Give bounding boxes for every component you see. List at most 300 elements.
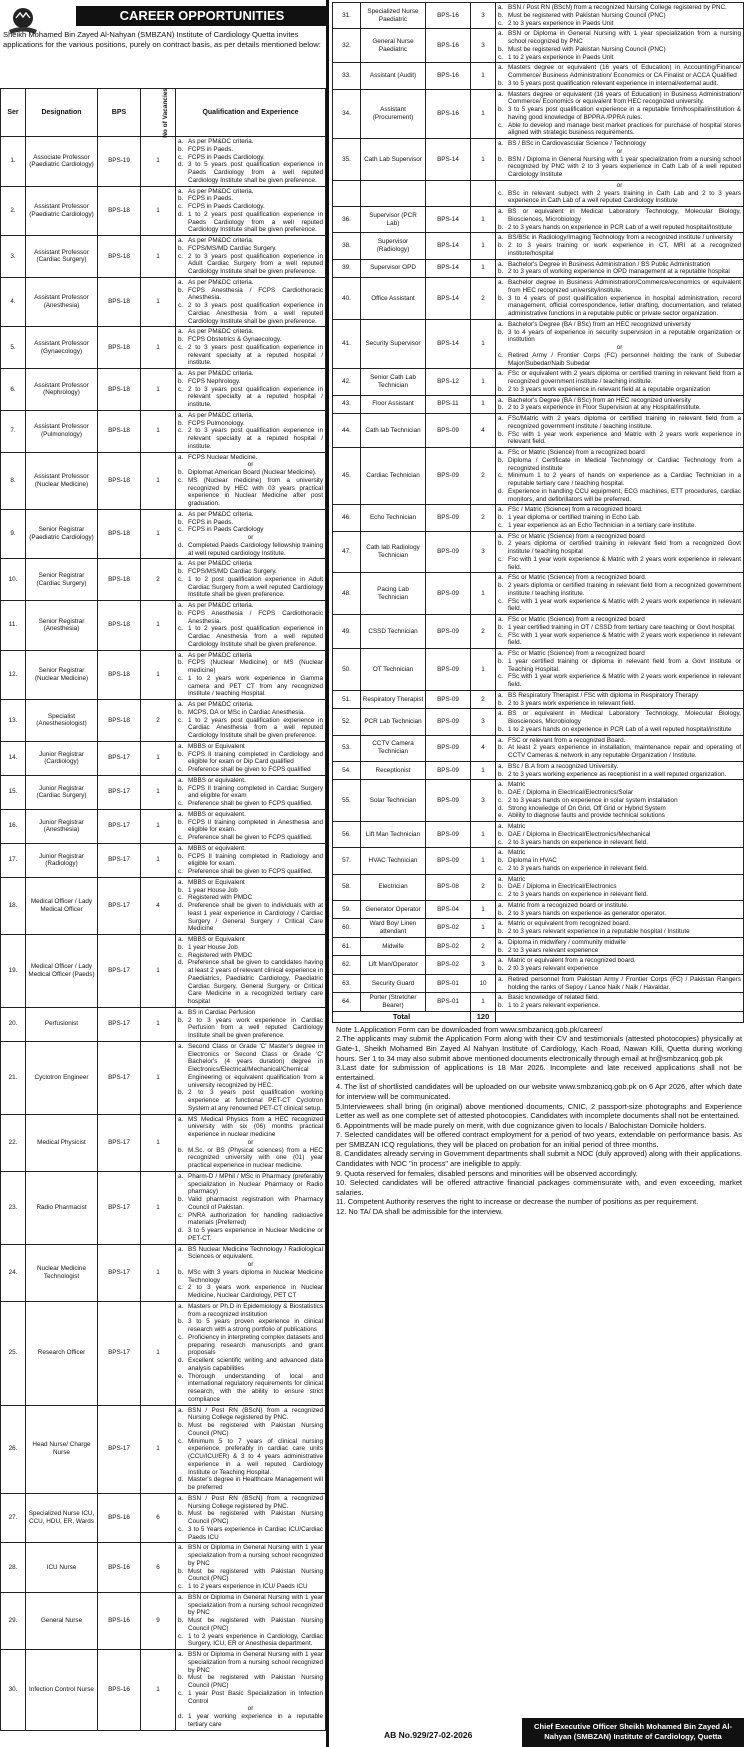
row-bps: BPS-11 (426, 395, 471, 414)
row-qualification (176, 1543, 326, 1593)
item-letter: a. (178, 1172, 184, 1180)
row-vacancies: 1 (141, 277, 176, 327)
row-ser: 34. (333, 89, 361, 139)
qualification-item (178, 751, 323, 767)
item-text: FCPS in Paeds. (188, 195, 234, 203)
note-item: 10. Selected candidates will be offered attractive financial packages commensurate with, and even exceeding, market salaries. (336, 1178, 742, 1197)
row-qualification (176, 1041, 326, 1114)
table-row (333, 414, 744, 448)
row-designation: Specialized Nurse Paediatric (361, 3, 426, 29)
row-designation: Research Officer (26, 1301, 98, 1405)
row-ser: 23. (1, 1171, 26, 1244)
row-bps: BPS-18 (98, 410, 141, 452)
item-text: MBBS or equivalent. (188, 844, 246, 852)
row-bps: BPS-16 (426, 89, 471, 139)
item-text: FSc or equivalent with 2 years diploma or certified training in relevant field from a recognized government institute / teaching institute. (508, 370, 741, 385)
item-letter: d. (178, 1713, 184, 1720)
item-letter: b. (498, 1002, 504, 1009)
item-text: MBBS or equivalent. (188, 776, 246, 784)
item-letter: b. (498, 328, 504, 336)
row-designation: Cath Lab Supervisor (361, 139, 426, 181)
item-text: Matric or equivalent from a recognized board. (508, 957, 636, 965)
qualification-item (178, 526, 323, 534)
qualification-item (178, 887, 323, 895)
item-text: FSc with 1 year work experience & Matric with 2 years work experience in relevant field. (508, 673, 741, 688)
item-letter: c. (498, 838, 503, 846)
row-vacancies: 1 (141, 186, 176, 236)
row-vacancies: 1 (141, 1244, 176, 1301)
row-bps: BPS-18 (98, 186, 141, 236)
item-text: Preference shall be given to FCPS qualified. (188, 868, 313, 875)
row-vacancies: 1 (141, 775, 176, 809)
note-item: 7. Selected candidates will be offered contract employment for a period of two years, extendable on performance basis. As per SMBZAN ICQ regulations, they will be placed on probation for an initial period of three months. (336, 1130, 742, 1149)
total-label: Total (333, 1011, 471, 1022)
item-text: FSc or Matric (Science) from a recognized board (508, 449, 645, 456)
row-vacancies: 1 (471, 993, 496, 1012)
row-ser: 47. (333, 531, 361, 573)
row-qualification (176, 452, 326, 509)
item-letter: d. (178, 1357, 184, 1364)
row-designation: Senior Registrar (Paediatric Cardiology) (26, 509, 98, 559)
row-vacancies: 1 (471, 395, 496, 414)
row-qualification (176, 935, 326, 1008)
qualification-item (178, 1147, 323, 1170)
item-text: BS / BSc in Cardiovascular Science / Technology (508, 140, 646, 147)
qualification-item (178, 1438, 323, 1477)
item-text: FSc with 1 year work experience and Matric with 2 years work experience in relevant field. (508, 430, 741, 446)
row-ser: 24. (1, 1244, 26, 1301)
row-bps: BPS-19 (98, 137, 141, 187)
qualification-item (178, 568, 323, 576)
row-qualification (176, 1007, 326, 1041)
row-qualification (176, 509, 326, 559)
item-text: FCPS Nuclear Medicine. (188, 453, 258, 461)
row-qualification (176, 369, 326, 411)
item-text: Preference shall be given to FCPS qualified. (188, 834, 313, 841)
row-qualification (176, 410, 326, 452)
row-bps: BPS-17 (98, 1041, 141, 1114)
qualification-item (178, 879, 323, 887)
row-vacancies: 2 (471, 615, 496, 649)
qualification-or: or (247, 1138, 254, 1146)
item-text: 1 to 2 years relevant experience. (508, 1002, 601, 1009)
table-row (1, 700, 326, 742)
item-text: PNRA authorization for handling radioactive materials (Preferred) (188, 1211, 323, 1227)
item-text: 2 to 3 years work experience in relevant field at a reputable organization (508, 385, 711, 393)
item-letter: d. (498, 487, 504, 495)
row-qualification (496, 180, 744, 206)
row-designation: Assistant Professor (Nuclear Medicine) (26, 452, 98, 509)
qualification-item (178, 1526, 323, 1542)
row-ser: 13. (1, 700, 26, 742)
item-text: Bachelor's Degree (BA / BSc) from an HEC recognized university (508, 320, 691, 328)
row-bps: BPS-14 (426, 139, 471, 181)
row-vacancies: 1 (471, 573, 496, 615)
item-letter: b. (498, 430, 504, 438)
row-designation: Solar Technician (361, 780, 426, 822)
item-letter: d. (498, 804, 504, 812)
table-row (1, 650, 326, 700)
row-designation: Specialized Nurse ICU, CCU, HDU, ER, Wards (26, 1493, 98, 1543)
item-letter: b. (498, 155, 504, 163)
item-text: Thorough understanding of local and international regulatory requirements for clinical research, with the ability to ensure strict compliance (188, 1372, 323, 1403)
row-ser: 52. (333, 709, 361, 735)
qualification-item (178, 944, 323, 952)
row-bps: BPS-17 (98, 1114, 141, 1171)
item-text: 1 year certified training or diploma in relevant field from a Govt Institute or Teaching Hospital. (508, 657, 741, 673)
item-letter: b. (498, 909, 504, 917)
qualification-item (178, 811, 323, 819)
row-ser: 62. (333, 956, 361, 975)
qualification-item (498, 976, 741, 992)
qualification-item (178, 1284, 323, 1300)
item-letter: a. (498, 650, 504, 657)
row-bps: BPS-17 (98, 1405, 141, 1493)
qualification-item (498, 812, 741, 820)
row-bps: BPS-09 (426, 649, 471, 691)
row-designation: Junior Registrar (Cardiology) (26, 741, 98, 775)
table-row (1, 277, 326, 327)
row-vacancies: 1 (141, 843, 176, 877)
qualification-item (498, 506, 741, 514)
item-letter: b. (498, 106, 504, 113)
item-letter: a. (178, 701, 184, 708)
item-text: Must be registered with Pakistan Nursing Council (PNC) (508, 45, 666, 53)
table-row (1, 1007, 326, 1041)
qualification-item (178, 1510, 323, 1526)
item-text: Matric (508, 875, 526, 883)
row-vacancies: 4 (141, 877, 176, 934)
row-bps: BPS-18 (98, 369, 141, 411)
qualification-item (498, 692, 741, 700)
row-vacancies: 1 (141, 1041, 176, 1114)
item-text: FCPS in Paeds. (188, 145, 234, 153)
row-designation: Junior Registrar (Anesthesia) (26, 809, 98, 843)
qualification-item (498, 64, 741, 80)
row-vacancies: 1 (141, 650, 176, 700)
row-bps: BPS-09 (426, 448, 471, 505)
row-designation: CSSD Technician (361, 615, 426, 649)
item-letter: b. (178, 518, 184, 526)
item-letter: a. (498, 396, 504, 404)
row-designation: Cath lab Technician (361, 414, 426, 448)
qualification-item (498, 472, 741, 488)
table-row (333, 709, 744, 735)
table-row (333, 207, 744, 233)
row-vacancies: 1 (141, 327, 176, 369)
item-text: Able to develop and manage best market practices for purchase of hospital stores aligned with strategic business requirements. (508, 121, 741, 137)
qualification-item (498, 883, 741, 891)
row-designation: Associate Professor (Paediatric Cardiology) (26, 137, 98, 187)
qualification-item (498, 370, 741, 386)
row-designation: Senior Cath Lab Technician (361, 369, 426, 395)
item-text: Retired Army / Frontier Corps (FC) personnel holding the rank of Subedar Major/Subedar/Naib Subedar (508, 351, 741, 367)
item-text: As per PM&DC criteria. (188, 187, 254, 195)
item-text: 2 years diploma or certified training in relevant field from a recognized government institute / teaching institute. (508, 582, 741, 597)
item-letter: b. (498, 404, 504, 412)
item-letter: a. (178, 878, 184, 886)
qualification-item (498, 789, 741, 797)
row-bps: BPS-17 (98, 843, 141, 877)
row-vacancies: 1 (471, 63, 496, 89)
item-text: BSN / Post RN (BScN) from a recognized Nursing College registered by PNC. (188, 1494, 323, 1510)
item-letter: a. (178, 602, 184, 609)
qualification-or: or (247, 1261, 254, 1268)
item-text: MSc with 3 years diploma in Nuclear Medicine Technology (188, 1268, 323, 1284)
row-ser: 32. (333, 29, 361, 63)
qualification-item (498, 891, 741, 899)
row-ser: 12. (1, 650, 26, 700)
row-qualification (176, 1592, 326, 1649)
item-text: MBBS or Equivalent (188, 742, 245, 750)
qualification-item (178, 237, 323, 245)
table-row (333, 139, 744, 181)
row-vacancies (471, 180, 496, 206)
row-qualification (496, 89, 744, 139)
note-item: 6. Appointments will be made purely on merit, with due cognizance given to locals / Balochistan Domicile holders. (336, 1120, 707, 1130)
table-row (333, 395, 744, 414)
item-letter: c. (178, 1437, 183, 1445)
row-designation: Office Assistant (361, 278, 426, 320)
row-bps: BPS-18 (98, 559, 141, 601)
item-text: 2 to 3 years post qualification working experience at functional PET-CT Cyclotron System at any renowned PET-CT clinical setup. (188, 1089, 323, 1112)
row-bps: BPS-01 (426, 993, 471, 1012)
item-letter: a. (178, 776, 184, 784)
qualification-item (178, 245, 323, 253)
qualification-item (178, 1089, 323, 1112)
item-letter: a. (178, 510, 184, 518)
row-ser: 5. (1, 327, 26, 369)
item-text: 2 to 3 years relevant experience in a reputable hospital / Institute (508, 928, 690, 935)
row-qualification (496, 531, 744, 573)
item-letter: a. (498, 736, 504, 744)
qualification-item (498, 386, 741, 394)
item-letter: b. (178, 852, 184, 860)
qualification-item (498, 737, 741, 745)
item-text: 2 to 3 years post qualification experience in relevant specialty at a reputed hospital / institute. (188, 385, 323, 408)
row-qualification (496, 207, 744, 233)
row-vacancies: 2 (471, 448, 496, 505)
item-letter: c. (498, 796, 503, 804)
table-row (333, 29, 744, 63)
qualification-item (498, 673, 741, 689)
item-letter: b. (498, 223, 504, 231)
qualification-item (178, 161, 323, 184)
row-qualification (176, 1493, 326, 1543)
item-letter: a. (178, 1008, 184, 1016)
col-qualification: Qualification and Experience (176, 89, 326, 137)
item-letter: c. (178, 1632, 183, 1640)
row-ser: 46. (333, 505, 361, 531)
item-text: BS or equivalent in Medical Laboratory Technology, Molecular Biology, Biosciences, Microbiology (508, 710, 741, 725)
item-letter: b. (498, 540, 504, 548)
item-letter: b. (178, 1146, 184, 1154)
row-ser: 26. (1, 1405, 26, 1493)
row-bps: BPS-18 (98, 601, 141, 651)
item-letter: b. (178, 609, 184, 617)
item-letter: a. (178, 187, 184, 195)
row-vacancies: 1 (471, 259, 496, 278)
item-letter: c. (178, 526, 183, 534)
row-ser: 59. (333, 900, 361, 919)
item-letter: a. (498, 90, 504, 98)
item-text: FCPS in Paeds Cardiology. (188, 153, 265, 161)
qualification-item (178, 386, 323, 409)
total-value: 120 (471, 1011, 496, 1022)
row-designation: Assistant Professor (Pulmonology) (26, 410, 98, 452)
item-letter: b. (178, 1510, 184, 1518)
item-letter: c. (178, 575, 183, 583)
note-item: 3.Last date for submission of applications is 18 Mar 2026. Incomplete and late received applications shall not be entertained. (336, 1063, 742, 1082)
table-row (333, 956, 744, 975)
row-ser: 39. (333, 259, 361, 278)
note-item: 4. The list of shortlisted candidates will be uploaded on our website www.smbzanicq.gob.pk on 6 Apr 2026, after which date for interview will be communicated. (336, 1082, 742, 1101)
item-text: 1 to 2 years post qualification experience in Cardiac Anesthesia from a well reputed Cardiology Institute shall be given preference. (188, 625, 323, 648)
row-ser: 63. (333, 974, 361, 993)
row-ser: 7. (1, 410, 26, 452)
item-letter: b. (498, 883, 504, 891)
row-designation: Assistant (Procurement) (361, 89, 426, 139)
row-ser: 15. (1, 775, 26, 809)
qualification-item (498, 533, 741, 541)
row-vacancies: 1 (471, 761, 496, 780)
row-bps: BPS-09 (426, 505, 471, 531)
item-text: Master's degree in Healthcare Management will be preferred (188, 1476, 323, 1491)
item-text: Diploma / Certificate in Medical Technology or Cardiac Technology from a recognized institute (508, 456, 741, 472)
note-item: 12. No TA/ DA shall be admissible for the interview. (336, 1207, 503, 1217)
item-letter: e. (178, 1372, 184, 1380)
table-row (1, 935, 326, 1008)
item-letter: b. (498, 946, 504, 954)
row-qualification (496, 259, 744, 278)
table-row (333, 233, 744, 259)
row-ser: 21. (1, 1041, 26, 1114)
item-letter: c. (178, 868, 183, 875)
item-text: 3 to 5 years post qualification experience in a reputable firm/hospital/institution & having good knowledge of BPPRA /PPRA rules. (508, 106, 741, 121)
qualification-item (178, 1334, 323, 1357)
row-bps: BPS-17 (98, 775, 141, 809)
item-text: Excellent scientific writing and advanced data analysis capabilities (188, 1357, 323, 1372)
row-ser: 43. (333, 395, 361, 414)
qualification-item (178, 717, 323, 740)
row-bps: BPS-09 (426, 531, 471, 573)
qualification-item (178, 845, 323, 853)
item-letter: a. (498, 823, 504, 830)
item-letter: c. (498, 864, 503, 872)
item-text: Minimum 5 to 7 years of clinical nursing experience, preferably in cardiac care units (CCU/ICU/ER) & 3 to 4 years administrative experience in a well reputed Cardiology Institute or Teaching Hospital. (188, 1437, 323, 1476)
item-text: As per PM&DC criteria (188, 560, 252, 568)
row-qualification (176, 1244, 326, 1301)
row-vacancies: 1 (471, 822, 496, 848)
row-vacancies: 1 (471, 649, 496, 691)
notes-section (332, 1023, 744, 1217)
qualification-item (498, 208, 741, 224)
row-vacancies: 6 (141, 1543, 176, 1593)
qualification-item (178, 328, 323, 336)
item-text: BS or equivalent in Medical Laboratory Technology, Molecular Biology, Biosciences, Microbiology (508, 208, 741, 223)
row-designation: Assistant Professor (Cardiac Surgery) (26, 236, 98, 278)
row-ser: 20. (1, 1007, 26, 1041)
item-letter: a. (498, 781, 504, 789)
row-vacancies: 3 (471, 780, 496, 822)
qualification-item (178, 1246, 323, 1262)
item-text: 3 to 4 years of experience in security supervision in a reputable organization or institution (508, 328, 741, 344)
row-ser: 51. (333, 690, 361, 709)
qualification-item (178, 625, 323, 648)
qualification-item (498, 710, 741, 726)
item-text: 2 to 3 years post qualification experience in relevant specialty at a reputed hospital / institute. (188, 427, 323, 450)
item-letter: c. (498, 521, 503, 529)
row-qualification (496, 448, 744, 505)
qualification-item (178, 279, 323, 287)
row-ser: 6. (1, 369, 26, 411)
qualification-item (498, 234, 741, 242)
item-letter: b. (498, 582, 504, 589)
row-ser: 9. (1, 509, 26, 559)
table-row (333, 89, 744, 139)
item-letter: a. (178, 936, 184, 943)
row-ser: 55. (333, 780, 361, 822)
table-row (333, 573, 744, 615)
item-letter: b. (498, 242, 504, 249)
item-letter: b. (178, 568, 184, 575)
row-vacancies: 1 (471, 919, 496, 938)
table-row (1, 1543, 326, 1593)
qualification-item (498, 80, 741, 88)
qualification-item (498, 415, 741, 431)
row-qualification (496, 395, 744, 414)
row-ser: 27. (1, 1493, 26, 1543)
item-text: FCPS (Nuclear Medicine) or MS (Nuclear medicine) (188, 659, 323, 674)
item-letter: e. (498, 812, 504, 820)
row-vacancies: 1 (471, 900, 496, 919)
item-letter: c. (498, 53, 503, 61)
qualification-item (178, 766, 323, 774)
qualification-item (498, 947, 741, 955)
row-qualification (176, 137, 326, 187)
qualification-item (178, 1212, 323, 1228)
qualification-item (178, 378, 323, 386)
qualification-or: or (616, 344, 623, 351)
qualification-item (178, 701, 323, 709)
item-text: 1 year House Job (188, 943, 238, 951)
item-letter: b. (178, 886, 184, 894)
qualification-item (498, 268, 741, 276)
qualification-item (178, 203, 323, 211)
row-qualification (496, 615, 744, 649)
note-item: 2.The applicants may submit the Application Form along with their CV and testimonials (attested photocopies) physically at Gate-1, Sheikh Mohamed Bin Zayed Al Nahyan Institute of Cardiology, Kach Road, Nawan Killi, Quetta during working hours. Ser 1 to 34 may also submit above mentioned documents electronically through email at hr@smbzanicq.gob.pk (336, 1034, 742, 1063)
total-blank (496, 1011, 744, 1022)
item-letter: a. (498, 279, 504, 286)
row-qualification (496, 735, 744, 761)
qualification-item (498, 329, 741, 345)
item-text: DAE / Diploma in Electrical/Electronics (508, 883, 617, 891)
row-designation: Nuclear Medicine Technologist (26, 1244, 98, 1301)
row-bps: BPS-18 (98, 236, 141, 278)
item-letter: a. (178, 560, 184, 568)
item-text: Preference shall be given to FCPS qualified (188, 766, 311, 773)
item-letter: a. (178, 1593, 184, 1601)
item-text: Pharm-D / MPhil / MSc in Pharmacy (preferably specialization in Nuclear Pharmacy or Radio pharmacy) (188, 1172, 323, 1196)
item-text: Must be registered with Pakistan Nursing Council (PNC) (188, 1617, 323, 1632)
row-qualification (496, 848, 744, 874)
item-letter: c. (498, 555, 503, 563)
item-text: Must be registered with Pakistan Nursing Council (PNC) (188, 1422, 323, 1437)
qualification-item (498, 224, 741, 232)
qualification-item (498, 781, 741, 789)
qualification-item (178, 1269, 323, 1285)
row-ser: 58. (333, 874, 361, 900)
